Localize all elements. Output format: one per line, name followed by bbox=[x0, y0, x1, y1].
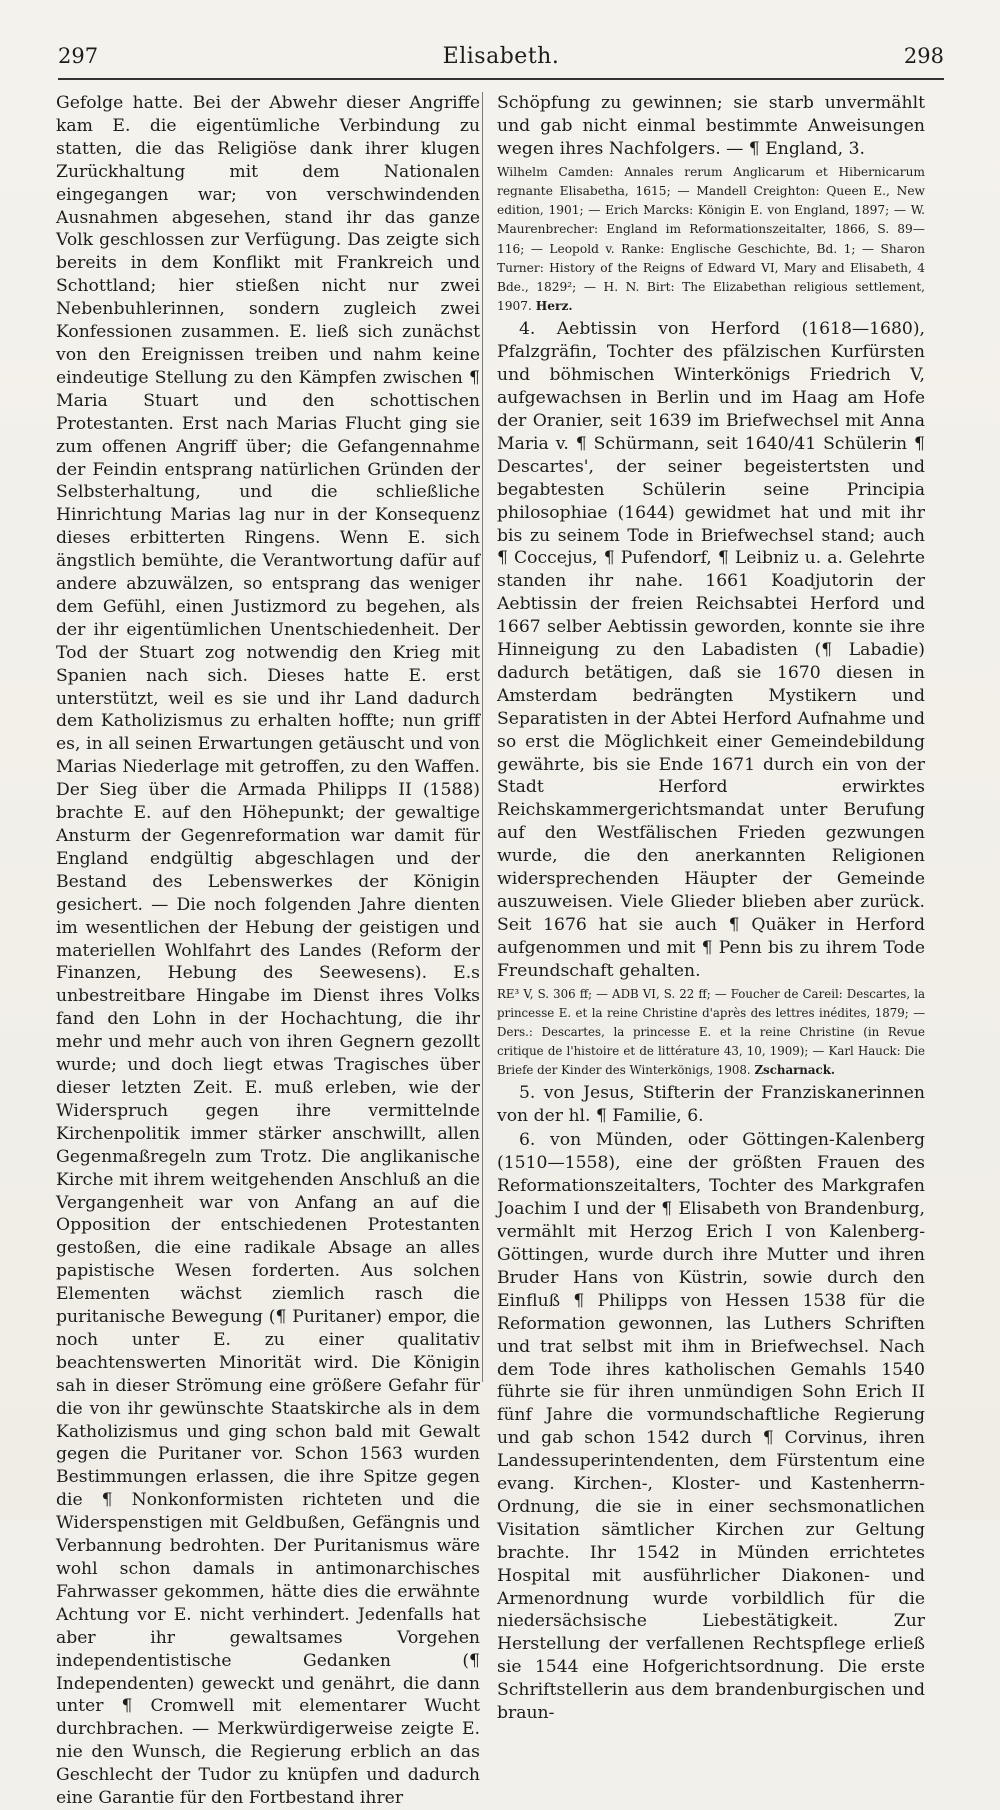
entry-4-author: Zscharnack. bbox=[754, 1062, 835, 1077]
left-column-text: Gefolge hatte. Bei der Abwehr dieser Angriffe kam E. die eigentümliche Verbindung zu statten, die das Religiöse dank ihrer klugen Zurückhaltung mit dem Nationalen eingegangen war; von verschwindenden Ausnahmen abgesehen, stand ihr das ganze Volk geschlossen zur Verfügung. Das zeigte sich bereits in dem Konflikt mit Frankreich und Schottland; hier stießen nicht nur zwei Nebenbuhlerinnen, sondern zugleich zwei Konfessionen zusammen. E. ließ sich zunächst von den Ereignissen treiben und nahm keine eindeutige Stellung zu den Kämpfen zwischen ¶ Maria Stuart und den schottischen Protestanten. Erst nach Marias Flucht ging sie zum offenen Angriff über; die Gefangennahme der Feindin entsprang natürlichen Gründen der Selbsterhaltung, und die schließliche Hinrichtung Marias lag nur in der Konsequenz dieses erbitterten Ringens. Wenn E. sich ängstlich bemühte, die Verantwortung dafür auf andere abzuwälzen, so entsprang das weniger dem Gefühl, einen Justizmord zu begehen, als der ihr eigentümlichen Unentschiedenheit. Der Tod der Stuart zog notwendig den Krieg mit Spanien nach sich. Dieses hatte E. erst unterstützt, weil es sie und ihr Land dadurch dem Katholizismus zu erhalten hoffte; nun griff es, in all seinen Erwartungen getäuscht und von Marias Niederlage mit getroffen, zu den Waffen. Der Sieg über die Armada Philipps II (1588) brachte E. auf den Höhepunkt; der gewaltige Ansturm der Gegenreformation war damit für England endgültig abgeschlagen und der Bestand des Lebenswerkes der Königin gesichert. — Die noch folgenden Jahre dienten im wesentlichen der Hebung der geistigen und materiellen Wohlfahrt des Landes (Reform der Finanzen, Hebung des Seewesens). E.s unbestreitbare Hingabe im Dienst ihres Volks fand den Lohn in der Hochachtung, die ihr mehr und mehr auch von ihren Gegnern gezollt wurde; und doch liegt etwas Tragisches über dieser letzten Zeit. E. muß erleben, wie der Widerspruch gegen ihre vermittelnde Kirchenpolitik immer stärker anschwillt, allen Gegenmaßregeln zum Trotz. Die anglikanische Kirche mit ihrem weitgehenden Anschluß an die Vergangenheit war von Anfang an auf die Opposition der entschiedenen Protestanten gestoßen, die eine radikale Absage an alles papistische Wesen forderten. Aus solchen Elementen wächst ziemlich rasch die puritanische Bewegung (¶ Puritaner) empor, die noch unter E. zu einer qualitativ beachtenswerten Minorität wird. Die Königin sah in dieser Strömung eine größere Gefahr für die von ihr gewünschte Staatskirche als in dem Katholizismus und ging schon bald mit Gewalt gegen die Puritaner vor. Schon 1563 wurden Bestimmungen erlassen, die ihre Spitze gegen die ¶ Nonkonformisten richteten und die Widerspenstigen mit Geldbußen, Gefängnis und Verbannung bedrohten. Der Puritanismus wäre wohl schon damals in antimonarchisches Fahrwasser gekommen, hätte dies die erwähnte Achtung vor E. nicht verhindert. Jedenfalls hat aber ihr gewaltsames Vorgehen independentistische Gedanken (¶ Independenten) geweckt und genährt, die dann unter ¶ Cromwell mit elementarer Wucht durchbrachen. — Merkwürdigerweise zeigte E. nie den Wunsch, die Regierung erblich an das Geschlecht der Tudor zu knüpfen und dadurch eine Garantie für den Fortbestand ihrer bbox=[56, 93, 480, 1809]
entry-3-author: Herz. bbox=[535, 299, 573, 314]
page-header bbox=[58, 44, 944, 80]
entry-3-references: Wilhelm Camden: Annales rerum Anglicarum et Hibernicarum regnante Elisabetha, 1615; — Mandell Creighton: Queen E., New edition, 1901; — Erich Marcks: Königin E. von England, 1897; — W. Maurenbrecher: England im Reformationszeitalter, 1866, S. 89—116; — Leopold v. Ranke: Englische Geschichte, Bd. 1; — Sharon Turner: History of the Reigns of Edward VI, Mary and Elisabeth, 4 Bde., 1829²; — H. N. Birt: The Elizabethan religious settlement, 1907. bbox=[497, 164, 925, 314]
entry-3-conclusion: Schöpfung zu gewinnen; sie starb unvermählt und gab nicht einmal bestimmte Anweisungen wegen ihres Nachfolgers. — ¶ England, 3. bbox=[497, 93, 925, 159]
running-title: Elisabeth. bbox=[442, 44, 560, 69]
entry-5-text: 5. von Jesus, Stifterin der Franziskanerinnen von der hl. ¶ Familie, 6. bbox=[497, 1082, 925, 1126]
right-page-number: 298 bbox=[903, 44, 944, 68]
entry-4-text: 4. Aebtissin von Herford (1618—1680), Pfalzgräfin, Tochter des pfälzischen Kurfürsten und böhmischen Winterkönigs Friedrich V, aufgewachsen in Berlin und im Haag am Hofe der Oranier, seit 1639 im Briefwechsel mit Anna Maria v. ¶ Schürmann, seit 1640/41 Schülerin ¶ Descartes', der seiner begeistertsten und begabtesten Schülerin seine Principia philosophiae (1644) gewidmet hat und mit ihr bis zu seinem Tode in Briefwechsel stand; auch ¶ Coccejus, ¶ Pufendorf, ¶ Leibniz u. a. Gelehrte standen ihr nahe. 1661 Koadjutorin der Aebtissin der freien Reichsabtei Herford und 1667 selber Aebtissin geworden, konnte sie ihre Hinneigung zu den Labadisten (¶ Labadie) dadurch betätigen, daß sie 1670 diesen in Amsterdam bedrängten Mystikern und Separatisten in der Abtei Herford Aufnahme und so erst die Möglichkeit einer Gemeindebildung gewährte, bis sie Ende 1671 durch ein von der Stadt Herford erwirktes Reichskammergerichtsmandat unter Berufung auf den Westfälischen Frieden gezwungen wurde, die den anerkannten Religionen widersprechenden Häupter der Gemeinde auszuweisen. Viele Glieder blieben aber zurück. Seit 1676 hat sie auch ¶ Quäker in Herford aufgenommen und mit ¶ Penn bis zu ihrem Tode Freundschaft gehalten. bbox=[497, 319, 925, 981]
left-column bbox=[56, 92, 480, 1810]
left-page-number: 297 bbox=[58, 44, 99, 68]
entry-4-references: RE³ V, S. 306 ff; — ADB VI, S. 22 ff; — Foucher de Careil: Descartes, la princesse E. et la reine Christine d'après des lettres inédites, 1879; — Ders.: Descartes, la princesse E. et la reine Christine (in Revue critique de l'histoire et de littérature 43, 10, 1909); — Karl Hauck: Die Briefe der Kinder des Winterkönigs, 1908. bbox=[497, 986, 925, 1077]
column-divider bbox=[482, 92, 483, 1382]
entry-3-bibliography bbox=[497, 163, 925, 317]
entry-6-text: 6. von Münden, oder Göttingen-Kalenberg (1510—1558), eine der größten Frauen des Reformationszeitalters, Tochter des Markgrafen Joachim I und der ¶ Elisabeth von Brandenburg, vermählt mit Herzog Erich I von Kalenberg-Göttingen, wurde durch ihre Mutter und ihren Bruder Hans von Küstrin, sowie durch den Einfluß ¶ Philipps von Hessen 1538 für die Reformation gewonnen, las Luthers Schriften und trat selbst mit ihm in Briefwechsel. Nach dem Tode ihres katholischen Gemahls 1540 führte sie für ihren unmündigen Sohn Erich II fünf Jahre die vormundschaftliche Regierung und gab schon 1542 durch ¶ Corvinus, ihren Landessuperintendenten, dem Fürstentum eine evang. Kirchen-, Kloster- und Kastenherrn-Ordnung, die sie in einer sechsmonatlichen Visitation sämtlicher Kirchen zur Geltung brachte. Ihr 1542 in Münden errichtetes Hospital mit ausführlicher Diakonen- und Armenordnung wurde vorbildlich für die niedersächsische Liebestätigkeit. Zur Herstellung der verfallenen Rechtspflege erließ sie 1544 eine Hofgerichtsordnung. Die erste Schriftstellerin aus dem brandenburgischen und braun- bbox=[497, 1130, 925, 1724]
right-column bbox=[497, 92, 925, 1725]
entry-4-bibliography bbox=[497, 985, 925, 1080]
